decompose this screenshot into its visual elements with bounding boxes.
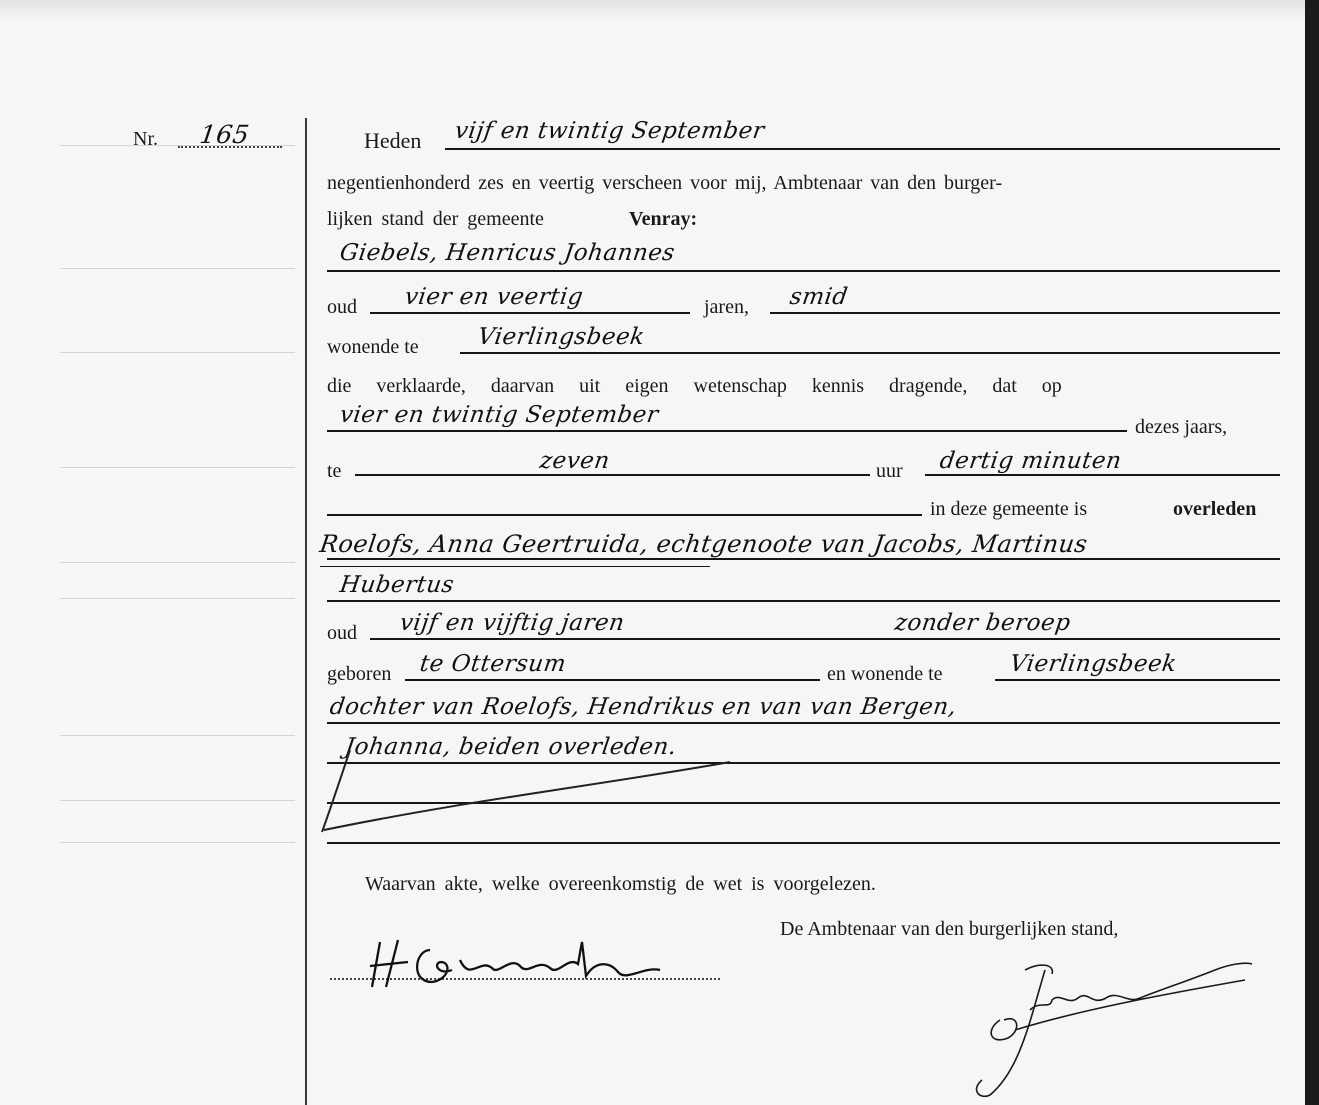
declarant-line <box>327 270 1280 272</box>
page-edge <box>1305 0 1319 1105</box>
declarant-age: vier en veertig <box>403 284 585 310</box>
birthplace-line <box>405 679 820 681</box>
born-label: geboren <box>327 663 392 685</box>
hour-label: uur <box>876 460 903 482</box>
registration-date: vijf en twintig September <box>453 118 767 144</box>
statement-text: die verklaarde, daarvan uit eigen wetenschap kennis dragende, dat op <box>327 375 1062 397</box>
deceased-line-1 <box>327 558 1280 560</box>
declarant-occupation: smid <box>788 284 850 310</box>
page-top-shadow <box>0 0 1319 20</box>
at-label: te <box>327 460 342 482</box>
bleed-line <box>60 562 295 563</box>
death-date-line <box>327 430 1127 432</box>
date-line <box>445 148 1280 150</box>
bleed-line <box>60 842 295 843</box>
declarant-residence: Vierlingsbeek <box>476 324 647 350</box>
record-number-label: Nr. <box>133 128 158 150</box>
residence-line <box>460 352 1280 354</box>
deceased-name: Roelofs, Anna Geertruida, echtgenoote van Jacobs, Martinus <box>318 530 1090 558</box>
death-hour: zeven <box>538 448 612 474</box>
birthplace: te Ottersum <box>418 651 568 677</box>
bleed-line <box>60 352 295 353</box>
deceased-occupation: zonder beroep <box>893 610 1073 636</box>
occupation-line <box>770 312 1280 314</box>
declarant-name: Giebels, Henricus Johannes <box>338 240 677 266</box>
years-label: jaren, <box>704 296 749 318</box>
deceased-residence: Vierlingsbeek <box>1008 651 1179 677</box>
cancellation-stroke <box>310 740 750 840</box>
blank-line <box>327 514 922 516</box>
death-minutes: dertig minuten <box>938 448 1124 474</box>
bleed-line <box>60 800 295 801</box>
year-text: negentienhonderd zes en veertig verscheen voor mij, Ambtenaar van den burger- <box>327 172 1003 194</box>
deceased-residence-line <box>995 679 1280 681</box>
parents-line-1-text: dochter van Roelofs, Hendrikus en van van Bergen, <box>328 694 959 720</box>
death-minutes-line <box>925 474 1280 476</box>
parents-line-1 <box>327 722 1280 724</box>
margin-rule <box>305 118 307 1105</box>
municipality-died-label: in deze gemeente is <box>930 498 1088 520</box>
municipality: Venray: <box>629 208 698 230</box>
declarant-age-label: oud <box>327 296 357 318</box>
bleed-line <box>60 735 295 736</box>
and-residing-label: en wonende te <box>827 663 943 685</box>
heden-label: Heden <box>364 128 422 153</box>
death-hour-line <box>355 474 870 476</box>
bleed-line <box>60 467 295 468</box>
declarant-age-line <box>370 312 690 314</box>
bleed-line <box>60 598 295 599</box>
parents-line-2-text: Johanna, beiden overleden. <box>343 734 679 760</box>
bleed-line <box>60 268 295 269</box>
deceased-age-label: oud <box>327 622 357 644</box>
official-title: De Ambtenaar van den burgerlijken stand, <box>780 918 1119 940</box>
deceased-age: vijf en vijftig jaren <box>398 610 627 636</box>
declarant-signature <box>360 932 690 994</box>
civil-registry-text: lijken stand der gemeente <box>327 208 544 230</box>
official-signature <box>960 950 1260 1100</box>
deceased-name-cont: Hubertus <box>338 572 456 598</box>
death-date: vier en twintig September <box>338 402 661 428</box>
deceased-age-line <box>370 638 1280 640</box>
deceased-underline <box>320 566 710 567</box>
this-year-label: dezes jaars, <box>1135 416 1228 438</box>
blank-line-4 <box>327 842 1280 844</box>
deceased-line-2 <box>327 600 1280 602</box>
residing-label: wonende te <box>327 336 419 358</box>
died-label: overleden <box>1173 498 1257 520</box>
closing-text: Waarvan akte, welke overeenkomstig de wet is voorgelezen. <box>365 873 876 895</box>
record-number: 165 <box>197 120 252 149</box>
